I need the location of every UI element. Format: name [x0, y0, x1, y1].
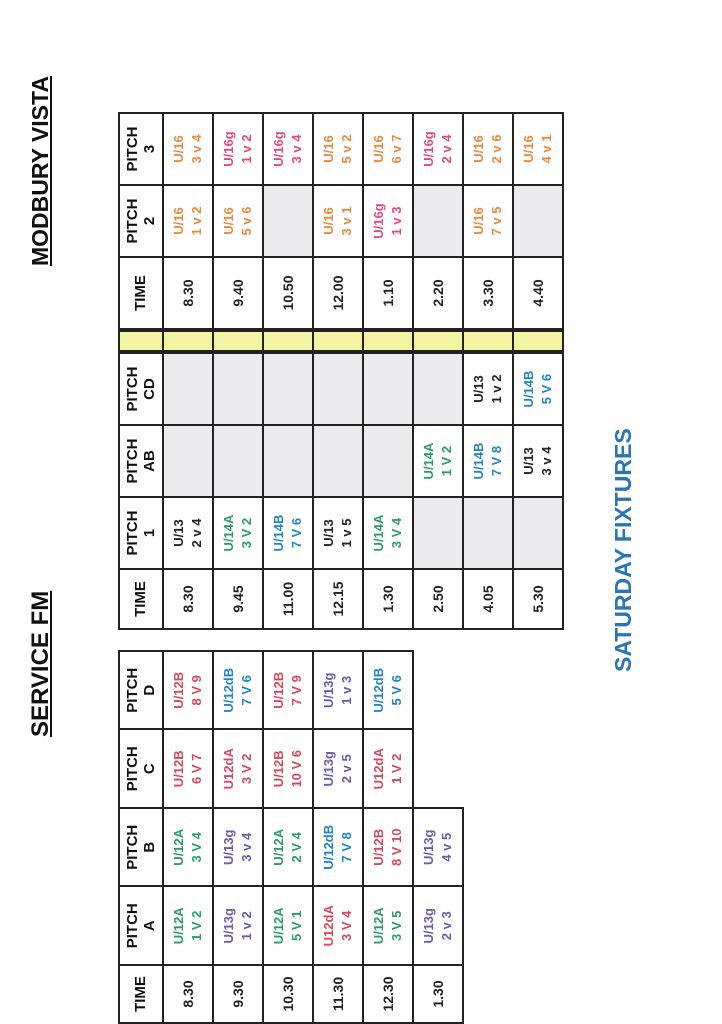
table-row: [213, 651, 263, 1023]
table-row: [163, 651, 213, 1023]
table-row: [513, 353, 563, 629]
time-cell: 8.30: [163, 965, 213, 1023]
time-cell: 8.30: [163, 569, 213, 629]
fixture-cell: U/13g 4 v 5: [413, 808, 463, 887]
table-row: [463, 353, 513, 629]
fixture-cell: [363, 353, 413, 425]
fixture-cell: U/14A 1 V 2: [413, 425, 463, 497]
fixture-cell: U/14A 3 V 2: [213, 497, 263, 569]
fixture-cell: [413, 353, 463, 425]
table-row: [313, 353, 363, 629]
fixture-cell: U/12B 10 V 6: [263, 730, 313, 809]
service-left-header-3: PITCH C: [119, 730, 163, 809]
fixture-cell: [213, 353, 263, 425]
fixture-cell: U/16g 1 v 3: [363, 185, 413, 257]
fixture-cell: U/14B 5 V 6: [513, 353, 563, 425]
fixture-cell: [163, 425, 213, 497]
fixture-cell: [313, 425, 363, 497]
fixture-cell: U/12A 2 V 4: [263, 808, 313, 887]
time-cell: 2.50: [413, 569, 463, 629]
fixture-cell: [413, 497, 463, 569]
time-cell: 5.30: [513, 569, 563, 629]
time-cell: 3.30: [463, 257, 513, 329]
time-cell: 2.20: [413, 257, 463, 329]
fixture-cell: U/16g 1 v 2: [213, 113, 263, 185]
fixture-cell: U/16 7 v 5: [463, 185, 513, 257]
table-row: [263, 651, 313, 1023]
service-right-header-2: PITCH AB: [119, 425, 163, 497]
fixture-cell: U/12A 3 V 4: [163, 808, 213, 887]
service-left-header-2: PITCH B: [119, 808, 163, 887]
service-right-header-1: PITCH 1: [119, 497, 163, 569]
fixture-cell: [463, 497, 513, 569]
divider-cell: [463, 331, 513, 351]
service-right-header-0: TIME: [119, 569, 163, 629]
table-row: [363, 353, 413, 629]
fixture-cell: U/13g 1 v 3: [313, 651, 363, 730]
fixture-cell: U/12B 7 V 9: [263, 651, 313, 730]
fixture-cell: U/12B 8 V 10: [363, 808, 413, 887]
divider-cell: [363, 331, 413, 351]
modbury-header-1: PITCH 2: [119, 185, 163, 257]
fixture-cell: U/16g 3 v 4: [263, 113, 313, 185]
fixture-cell: [513, 185, 563, 257]
fixture-cell: U/12B 6 V 7: [163, 730, 213, 809]
fixture-cell: U12dA 3 V 2: [213, 730, 263, 809]
service-right-header-3: PITCH CD: [119, 353, 163, 425]
fixture-cell: U/13g 1 v 2: [213, 887, 263, 966]
fixture-cell: [213, 425, 263, 497]
table-row: [463, 113, 513, 329]
fixture-cell: U/13g 2 v 5: [313, 730, 363, 809]
fixture-cell: [263, 353, 313, 425]
time-cell: 12.15: [313, 569, 363, 629]
time-cell: 4.05: [463, 569, 513, 629]
fixture-cell: U/13g 3 v 4: [213, 808, 263, 887]
time-cell: 9.45: [213, 569, 263, 629]
service-left-header-4: PITCH D: [119, 651, 163, 730]
fixture-cell: [363, 425, 413, 497]
time-cell: 8.30: [163, 257, 213, 329]
divider-cell: [263, 331, 313, 351]
fixture-cell: [413, 185, 463, 257]
fixture-cell: U/16 6 v 7: [363, 113, 413, 185]
time-cell: 4.40: [513, 257, 563, 329]
time-cell: 10.50: [263, 257, 313, 329]
time-cell: 12.00: [313, 257, 363, 329]
fixture-cell: [413, 730, 463, 809]
fixture-cell: U/12A 3 V 5: [363, 887, 413, 966]
fixture-cell: U/13 1 v 5: [313, 497, 363, 569]
table-row: [213, 353, 263, 629]
modbury-vista-title: MODBURY VISTA: [27, 76, 53, 266]
service-fm-table-pitches: [118, 352, 564, 630]
table-row: [413, 651, 463, 1023]
fixture-cell: U/14B 7 V 6: [263, 497, 313, 569]
table-row: [513, 113, 563, 329]
table-row: [363, 113, 413, 329]
divider-cell: [119, 331, 163, 351]
modbury-header-0: TIME: [119, 257, 163, 329]
time-cell: 9.40: [213, 257, 263, 329]
time-cell: 1.30: [413, 965, 463, 1023]
fixture-cell: U/16 2 v 6: [463, 113, 513, 185]
fixture-cell: [163, 353, 213, 425]
saturday-fixtures-footer: SATURDAY FIXTURES: [610, 428, 636, 672]
fixture-cell: U/16 3 v 1: [313, 185, 363, 257]
time-cell: 11.00: [263, 569, 313, 629]
service-left-header-0: TIME: [119, 965, 163, 1023]
table-row: [213, 113, 263, 329]
fixture-cell: U/14A 3 V 4: [363, 497, 413, 569]
fixture-cell: U/14B 7 V 8: [463, 425, 513, 497]
fixture-cell: U12dA 3 V 4: [313, 887, 363, 966]
table-row: [263, 113, 313, 329]
fixture-cell: U/13 2 v 4: [163, 497, 213, 569]
fixture-cell: U/12A 5 V 1: [263, 887, 313, 966]
time-cell: 12.30: [363, 965, 413, 1023]
divider-cell: [313, 331, 363, 351]
time-cell: 1.30: [363, 569, 413, 629]
fixture-cell: [263, 425, 313, 497]
fixture-cell: [413, 651, 463, 730]
table-row: [313, 651, 363, 1023]
divider-cell: [213, 331, 263, 351]
divider-cell: [163, 331, 213, 351]
table-row: [163, 113, 213, 329]
fixture-cell: [313, 353, 363, 425]
fixture-cell: U/16 4 v 1: [513, 113, 563, 185]
fixture-cell: U/16 1 v 2: [163, 185, 213, 257]
fixture-cell: U/16 5 v 2: [313, 113, 363, 185]
fixture-cell: U/13 3 v 4: [513, 425, 563, 497]
fixture-cell: U/16 5 v 6: [213, 185, 263, 257]
modbury-header-2: PITCH 3: [119, 113, 163, 185]
table-row: [163, 353, 213, 629]
table-row: [413, 353, 463, 629]
yellow-divider-column: [118, 330, 564, 352]
service-fm-title: SERVICE FM: [27, 590, 54, 737]
fixture-cell: [513, 497, 563, 569]
fixture-cell: U/12dB 7 V 6: [213, 651, 263, 730]
fixture-cell: U/12dB 7 V 8: [313, 808, 363, 887]
fixture-cell: U/16 3 v 4: [163, 113, 213, 185]
time-cell: 1.10: [363, 257, 413, 329]
fixture-cell: U/13 1 v 2: [463, 353, 513, 425]
fixture-cell: U12dA 1 V 2: [363, 730, 413, 809]
fixture-cell: U/12A 1 V 2: [163, 887, 213, 966]
table-row: [263, 353, 313, 629]
time-cell: 9.30: [213, 965, 263, 1023]
table-row: [413, 113, 463, 329]
fixture-cell: U/12dB 5 V 6: [363, 651, 413, 730]
divider-cell: [413, 331, 463, 351]
modbury-vista-table: [118, 112, 564, 330]
service-left-header-1: PITCH A: [119, 887, 163, 966]
fixture-cell: [263, 185, 313, 257]
fixture-cell: U/16g 2 v 4: [413, 113, 463, 185]
service-fm-table-morning: [118, 650, 464, 1024]
time-cell: 10.30: [263, 965, 313, 1023]
divider-cell: [513, 331, 563, 351]
time-cell: 11.30: [313, 965, 363, 1023]
table-row: [313, 113, 363, 329]
fixture-cell: U/13g 2 v 3: [413, 887, 463, 966]
fixture-cell: U/12B 8 V 9: [163, 651, 213, 730]
table-row: [363, 651, 413, 1023]
